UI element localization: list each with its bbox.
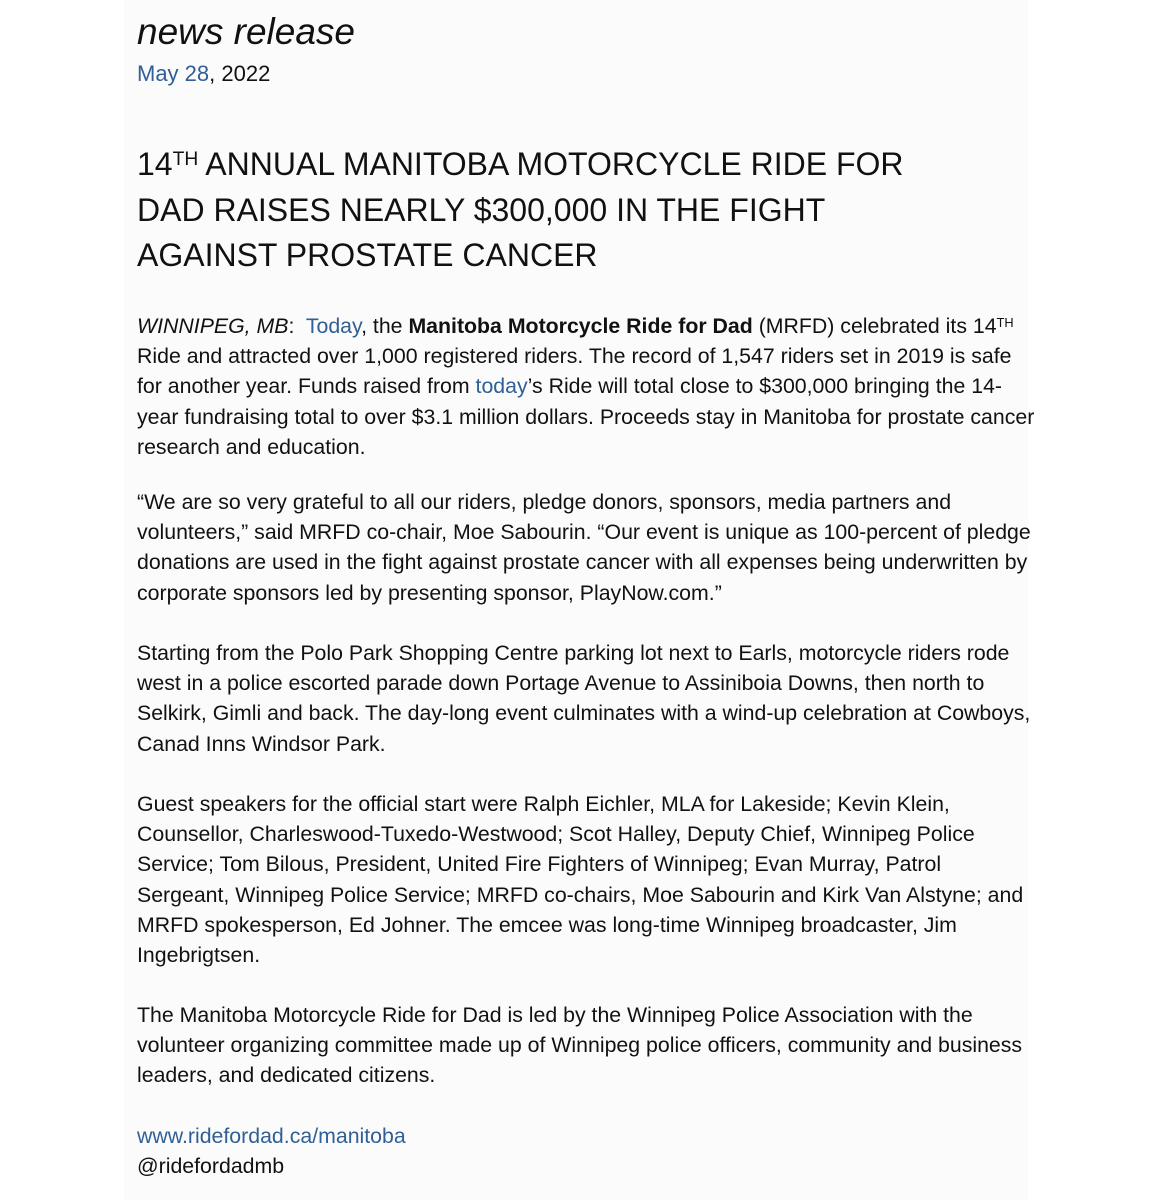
paragraph-organizers: The Manitoba Motorcycle Ride for Dad is led by the Winnipeg Police Association with the volunteer organizing committee made up of Winnipeg police officers, community and business leaders, and dedicated citizens. bbox=[137, 1003, 1023, 1088]
dateline-colon: : bbox=[288, 314, 306, 338]
today-link-2[interactable]: today bbox=[475, 374, 528, 399]
headline-ordinal: 14 bbox=[137, 146, 173, 182]
website-link[interactable]: www.ridefordad.ca/manitoba bbox=[137, 1124, 406, 1148]
intro-text-d: ’s Ride will total close to $300,000 bringing the 14-year fundraising total to over $3.1 million dollars. Proceeds stay in Manitoba for prostate cancer research and education. bbox=[137, 374, 1035, 459]
paragraph-quote: “We are so very grateful to all our riders, pledge donors, sponsors, media partners and volunteers,” said MRFD co-chair, Moe Sabourin. “Our event is unique as 100-percent of pledge donations are used in the fight against prostate cancer with all expenses being underwritten by corporate sponsors led by presenting sponsor, PlayNow.com.” bbox=[137, 490, 1031, 605]
organization-name: Manitoba Motorcycle Ride for Dad bbox=[408, 314, 753, 338]
news-release-label: news release bbox=[137, 11, 356, 52]
paragraph-intro bbox=[137, 311, 1037, 462]
intro-text-c: Ride and attracted over 1,000 registered riders. The record of 1,547 riders set in 2019 is safe for another year. Funds raised from bbox=[137, 344, 1012, 399]
headline-ordinal-suffix: TH bbox=[172, 149, 199, 171]
intro-superscript: TH bbox=[996, 314, 1014, 330]
headline-line3: AGAINST PROSTATE CANCER bbox=[137, 237, 598, 273]
headline-line2: DAD RAISES NEARLY $300,000 IN THE FIGHT bbox=[137, 191, 826, 228]
release-date bbox=[137, 60, 270, 88]
dateline-location: WINNIPEG, MB bbox=[137, 314, 289, 338]
intro-text-b: (MRFD) celebrated its 14 bbox=[752, 314, 997, 338]
today-link[interactable]: Today bbox=[305, 314, 362, 338]
date-year: , 2022 bbox=[209, 61, 271, 86]
intro-text-a: , the bbox=[361, 314, 409, 338]
paragraph-speakers: Guest speakers for the official start were Ralph Eichler, MLA for Lakeside; Kevin Klein, Counsellor, Charleswood-Tuxedo-Westwood; Scot Halley, Deputy Chief, Winnipeg Police Service; Tom Bilous, President, United Fire Fighters of Winnipeg; Evan Murray, Patrol Sergeant, Winnipeg Police Service; MRFD co-chairs, Moe Sabourin and Kirk Van Alstyne; and MRFD spokesperson, Ed Johner. The emcee was long-time Winnipeg broadcaster, Jim Ingebrigtsen. bbox=[137, 792, 1024, 968]
headline bbox=[137, 142, 1017, 279]
social-handle: @ridefordadmb bbox=[137, 1154, 285, 1178]
headline-line1: ANNUAL MANITOBA MOTORCYCLE RIDE FOR bbox=[198, 146, 904, 182]
paragraph-route: Starting from the Polo Park Shopping Centre parking lot next to Earls, motorcycle riders rode west in a police escorted parade down Portage Avenue to Assiniboia Downs, then north to Selkirk, Gimli and back. The day-long event culminates with a wind-up celebration at Cowboys, Canad Inns Windsor Park. bbox=[137, 641, 1031, 756]
date-link[interactable]: May 28 bbox=[137, 61, 210, 86]
